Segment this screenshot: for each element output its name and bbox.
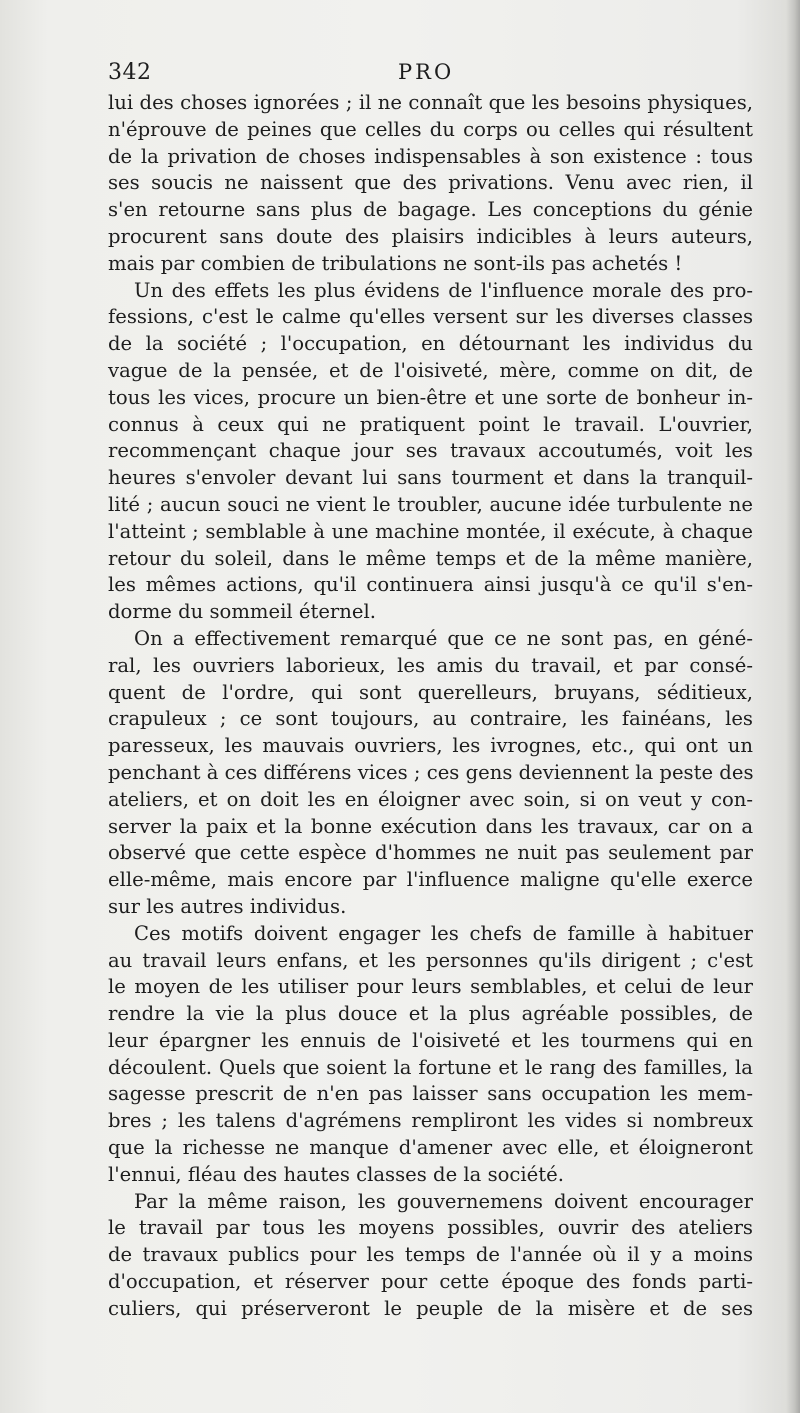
text-line: que la richesse ne manque d'amener avec elle, et éloigneront (108, 1136, 753, 1160)
text-line: vague de la pensée, et de l'oisiveté, mère, comme on dit, de (108, 358, 753, 382)
text-line: tous les vices, procure un bien-être et une sorte de bonheur in- (108, 385, 753, 409)
text-line: mais par combien de tribulations ne sont-ils pas achetés ! (108, 251, 683, 275)
text-line: Ces motifs doivent engager les chefs de famille à habituer (134, 921, 753, 945)
text-line: ral, les ouvriers laborieux, les amis du travail, et par consé- (108, 653, 753, 677)
text-line: bres ; les talens d'agrémens rempliront les vides si nombreux (108, 1109, 753, 1133)
text-line: lui des choses ignorées ; il ne connaît que les besoins physiques, (108, 91, 753, 114)
text-line: observé que cette espèce d'hommes ne nuit pas seulement par (108, 841, 753, 865)
text-line: l'ennui, fléau des hautes classes de la société. (108, 1162, 564, 1186)
text-line: fessions, c'est le calme qu'elles versent sur les diverses classes (108, 305, 753, 329)
text-line: le travail par tous les moyens possibles, ouvrir des ateliers (108, 1216, 753, 1240)
text-line: s'en retourne sans plus de bagage. Les conceptions du génie (108, 198, 753, 222)
text-line: sur les autres individus. (108, 894, 347, 918)
text-line: ateliers, et on doit les en éloigner avec soin, si on veut y con- (108, 787, 753, 811)
text-line: On a effectivement remarqué que ce ne sont pas, en géné- (134, 626, 753, 650)
text-line: recommençant chaque jour ses travaux accoutumés, voit les (108, 439, 753, 463)
text-line: de travaux publics pour les temps de l'année où il y a moins (108, 1243, 753, 1267)
body-text (108, 90, 753, 1323)
text-line: penchant à ces différens vices ; ces gens deviennent la peste des (108, 760, 754, 784)
text-line: de la privation de choses indispensables à son existence : tous (108, 144, 753, 168)
text-line: le moyen de les utiliser pour leurs semblables, et celui de leur (108, 975, 753, 999)
text-line: quent de l'ordre, qui sont querelleurs, bruyans, séditieux, (108, 680, 753, 704)
text-line: sagesse prescrit de n'en pas laisser sans occupation les mem- (108, 1082, 753, 1106)
text-line: de la société ; l'occupation, en détournant les individus du (108, 332, 753, 356)
text-line: retour du soleil, dans le même temps et de la même manière, (108, 546, 753, 570)
text-line: rendre la vie la plus douce et la plus agréable possibles, de (108, 1002, 753, 1026)
text-line: culiers, qui préserveront le peuple de la misère et de ses (108, 1296, 753, 1320)
text-line: Par la même raison, les gouvernemens doivent encourager (134, 1189, 753, 1213)
text-line: server la paix et la bonne exécution dans les travaux, car on a (108, 814, 753, 838)
text-line: procurent sans doute des plaisirs indicibles à leurs auteurs, (108, 224, 753, 248)
text-line: paresseux, les mauvais ouvriers, les ivrognes, etc., qui ont un (108, 734, 753, 758)
text-line: d'occupation, et réserver pour cette époque des fonds parti- (108, 1270, 753, 1294)
text-line: heures s'envoler devant lui sans tourment et dans la tranquil- (108, 466, 753, 490)
text-line: découlent. Quels que soient la fortune et le rang des familles, la (108, 1055, 753, 1079)
running-head (108, 60, 758, 94)
text-line: lité ; aucun souci ne vient le troubler, aucune idée turbulente ne (108, 492, 753, 516)
text-line: crapuleux ; ce sont toujours, au contraire, les fainéans, les (108, 707, 753, 731)
page-number: 342 (108, 60, 152, 85)
text-line: leur épargner les ennuis de l'oisiveté et les tourmens qui en (108, 1028, 753, 1052)
text-line: ses soucis ne naissent que des privations. Venu avec rien, il (108, 171, 753, 195)
text-line: au travail leurs enfans, et les personnes qu'ils dirigent ; c'est (108, 948, 753, 972)
running-title: PRO (398, 60, 455, 84)
text-line: Un des effets les plus évidens de l'influence morale des pro- (134, 278, 753, 302)
page-edge-shadow (786, 0, 800, 1413)
text-line: les mêmes actions, qu'il continuera ainsi jusqu'à ce qu'il s'en- (108, 573, 753, 597)
text-line: elle-même, mais encore par l'influence maligne qu'elle exerce (108, 868, 753, 892)
text-line: connus à ceux qui ne pratiquent point le travail. L'ouvrier, (108, 412, 753, 436)
text-line: dorme du sommeil éternel. (108, 600, 377, 624)
text-line: l'atteint ; semblable à une machine montée, il exécute, à chaque (108, 519, 753, 543)
text-line: n'éprouve de peines que celles du corps ou celles qui résultent (108, 117, 753, 141)
